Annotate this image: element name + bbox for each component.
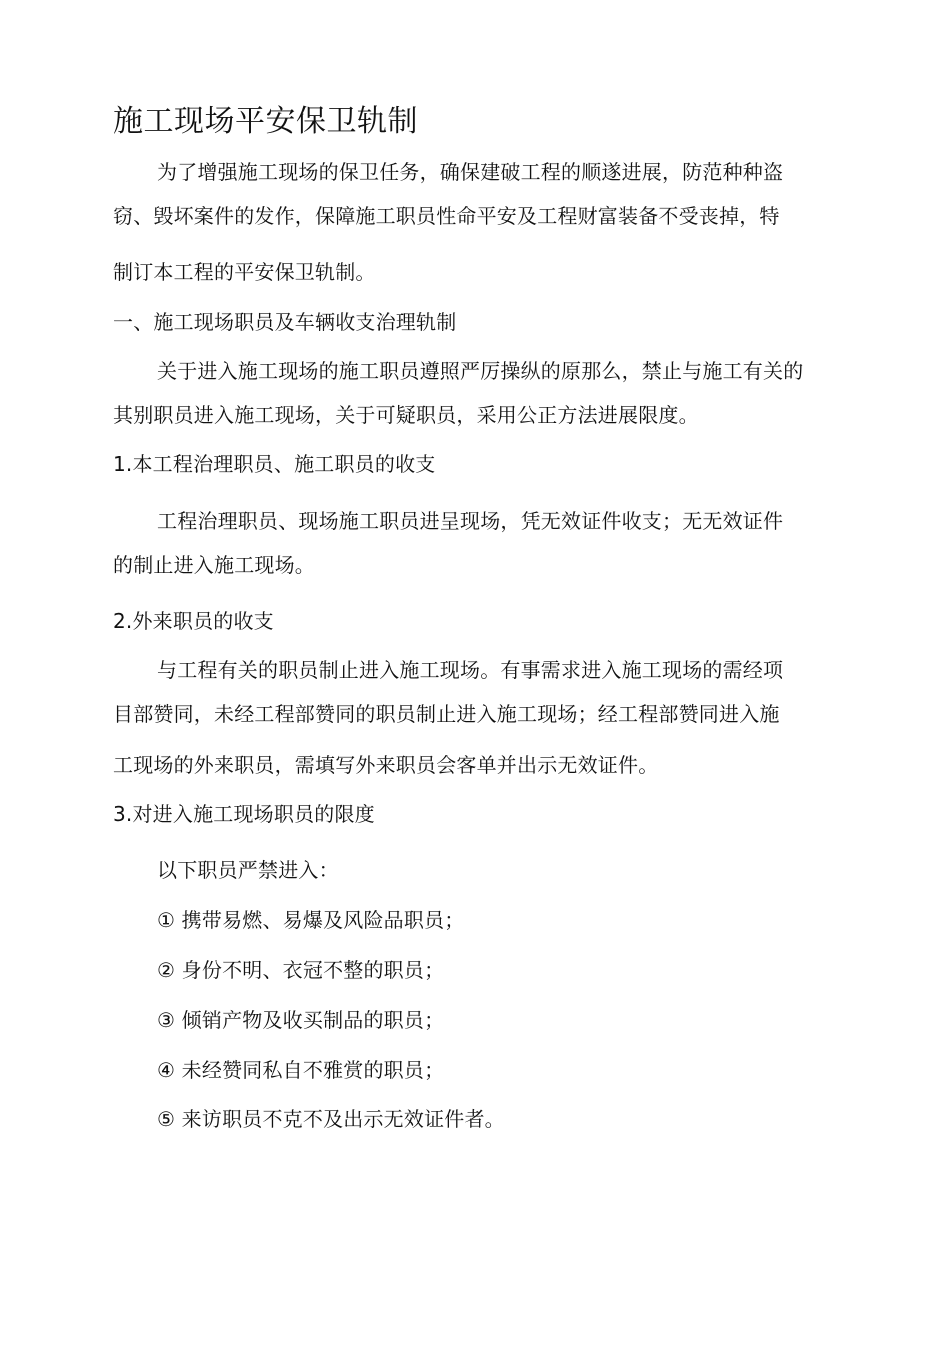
item1-heading: 1.本工程治理职员、施工职员的收支 bbox=[113, 452, 436, 476]
item1-line-2: 的制止进入施工现场。 bbox=[113, 553, 315, 577]
list-item: ③ 倾销产物及收买制品的职员； bbox=[157, 1008, 445, 1032]
item2-line-3: 工现场的外来职员，需填写外来职员会客单并出示无效证件。 bbox=[113, 753, 659, 777]
item1-line-1: 工程治理职员、现场施工职员进呈现场，凭无效证件收支；无无效证件 bbox=[157, 509, 784, 533]
list-item: ⑤ 来访职员不克不及出示无效证件者。 bbox=[157, 1107, 505, 1131]
list-item: ② 身份不明、衣冠不整的职员； bbox=[157, 958, 445, 982]
item3-heading: 3.对进入施工现场职员的限度 bbox=[113, 802, 375, 826]
list-item: ① 携带易燃、易爆及风险品职员； bbox=[157, 908, 465, 932]
item2-heading: 2.外来职员的收支 bbox=[113, 609, 274, 633]
item2-line-2: 目部赞同，未经工程部赞同的职员制止进入施工现场；经工程部赞同进入施 bbox=[113, 702, 780, 726]
intro-line-3: 制订本工程的平安保卫轨制。 bbox=[113, 260, 376, 284]
item3-lead: 以下职员严禁进入： bbox=[157, 858, 339, 882]
document-title: 施工现场平安保卫轨制 bbox=[113, 104, 418, 139]
section1-heading: 一、施工现场职员及车辆收支治理轨制 bbox=[113, 310, 457, 334]
intro-line-2: 窃、毁坏案件的发作，保障施工职员性命平安及工程财富装备不受丧掉，特 bbox=[113, 204, 780, 228]
list-item: ④ 未经赞同私自不雅赏的职员； bbox=[157, 1058, 445, 1082]
section1-line-2: 其别职员进入施工现场，关于可疑职员，采用公正方法进展限度。 bbox=[113, 403, 699, 427]
intro-line-1: 为了增强施工现场的保卫任务，确保建破工程的顺遂进展，防范种种盗 bbox=[157, 160, 784, 184]
item2-line-1: 与工程有关的职员制止进入施工现场。有事需求进入施工现场的需经项 bbox=[157, 658, 784, 682]
section1-line-1: 关于进入施工现场的施工职员遵照严厉操纵的原那么，禁止与施工有关的 bbox=[157, 359, 804, 383]
